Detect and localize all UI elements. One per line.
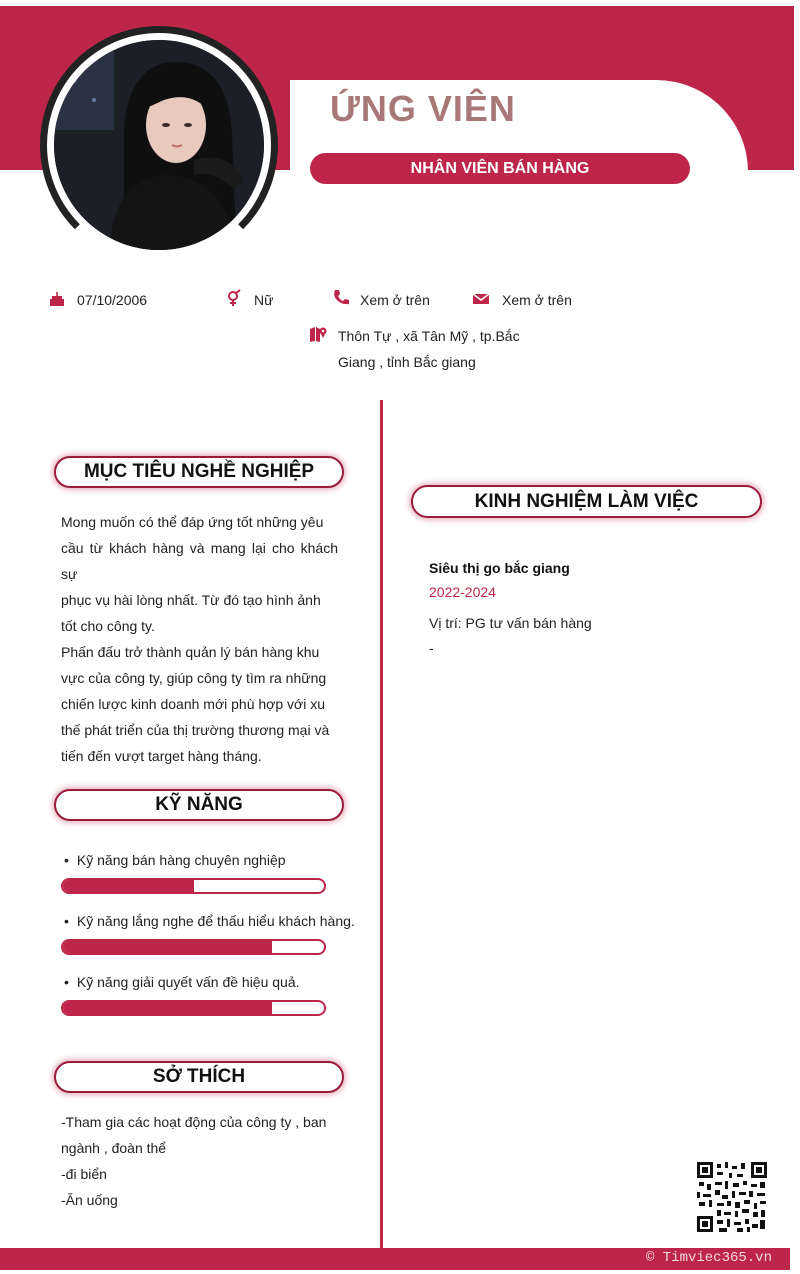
skill-bar xyxy=(61,878,326,894)
skill-label: • Kỹ năng giải quyết vấn đề hiệu quả. xyxy=(64,974,300,990)
objective-line: thế phát triển của thị trường thương mại và xyxy=(61,722,330,738)
position-badge: NHÂN VIÊN BÁN HÀNG xyxy=(310,153,690,184)
objective-line: cầu từ khách hàng và mang lại cho khách sự xyxy=(61,540,338,582)
skill-bar-fill xyxy=(63,1002,272,1014)
cake-icon xyxy=(48,290,66,313)
phone: Xem ở trên xyxy=(360,292,430,308)
hobby-line: -Tham gia các hoạt động của công ty , ban xyxy=(61,1114,327,1130)
qr-code xyxy=(697,1162,767,1232)
email: Xem ở trên xyxy=(502,292,572,308)
skill-bar-fill xyxy=(63,880,194,892)
experience-period: 2022-2024 xyxy=(429,584,496,600)
objective-line: phục vụ hài lòng nhất. Từ đó tạo hình ảnh xyxy=(61,592,321,608)
skill-label: • Kỹ năng lắng nghe để thấu hiểu khách hàng. xyxy=(64,913,355,929)
copyright: © Timviec365.vn xyxy=(645,1250,772,1266)
objective-title: MỤC TIÊU NGHỀ NGHIỆP xyxy=(54,456,344,488)
address-line-2: Giang , tỉnh Bắc giang xyxy=(338,354,476,370)
experience-note: - xyxy=(429,640,434,656)
objective-line: Phấn đấu trở thành quản lý bán hàng khu xyxy=(61,644,320,660)
email-icon xyxy=(472,290,490,313)
gender-icon xyxy=(225,289,243,312)
objective-text xyxy=(61,509,338,769)
avatar-photo xyxy=(54,40,264,250)
gender: Nữ xyxy=(254,292,274,308)
objective-line: vực của công ty, giúp công ty tìm ra những xyxy=(61,670,327,686)
experience-title: KINH NGHIỆM LÀM VIỆC xyxy=(411,485,762,518)
phone-icon xyxy=(332,288,350,311)
skill-bar-fill xyxy=(63,941,272,953)
hobby-line: -Ăn uống xyxy=(61,1192,118,1208)
hobby-line: ngành , đoàn thể xyxy=(61,1140,167,1156)
skills-title: KỸ NĂNG xyxy=(54,789,344,821)
address-line-1: Thôn Tự , xã Tân Mỹ , tp.Bắc xyxy=(338,328,520,344)
avatar xyxy=(54,40,264,250)
skill-bar xyxy=(61,939,326,955)
experience-company: Siêu thị go bắc giang xyxy=(429,560,570,576)
column-divider xyxy=(380,400,383,1248)
hobby-line: -đi biển xyxy=(61,1166,107,1182)
birthday: 07/10/2006 xyxy=(77,292,148,308)
skill-label: • Kỹ năng bán hàng chuyên nghiệp xyxy=(64,852,286,868)
skill-bar xyxy=(61,1000,326,1016)
objective-line: chiến lược kinh doanh mới phù hợp với xu xyxy=(61,696,326,712)
hobbies-title: SỞ THÍCH xyxy=(54,1061,344,1093)
experience-role: Vị trí: PG tư vấn bán hàng xyxy=(429,615,592,631)
objective-line: Mong muốn có thể đáp ứng tốt những yêu xyxy=(61,514,324,530)
hobbies-text xyxy=(61,1109,338,1213)
candidate-name: ỨNG VIÊN xyxy=(330,88,516,129)
map-icon xyxy=(309,325,327,348)
objective-line: tốt cho công ty. xyxy=(61,618,155,634)
objective-line: tiến đến vượt target hàng tháng. xyxy=(61,748,262,764)
